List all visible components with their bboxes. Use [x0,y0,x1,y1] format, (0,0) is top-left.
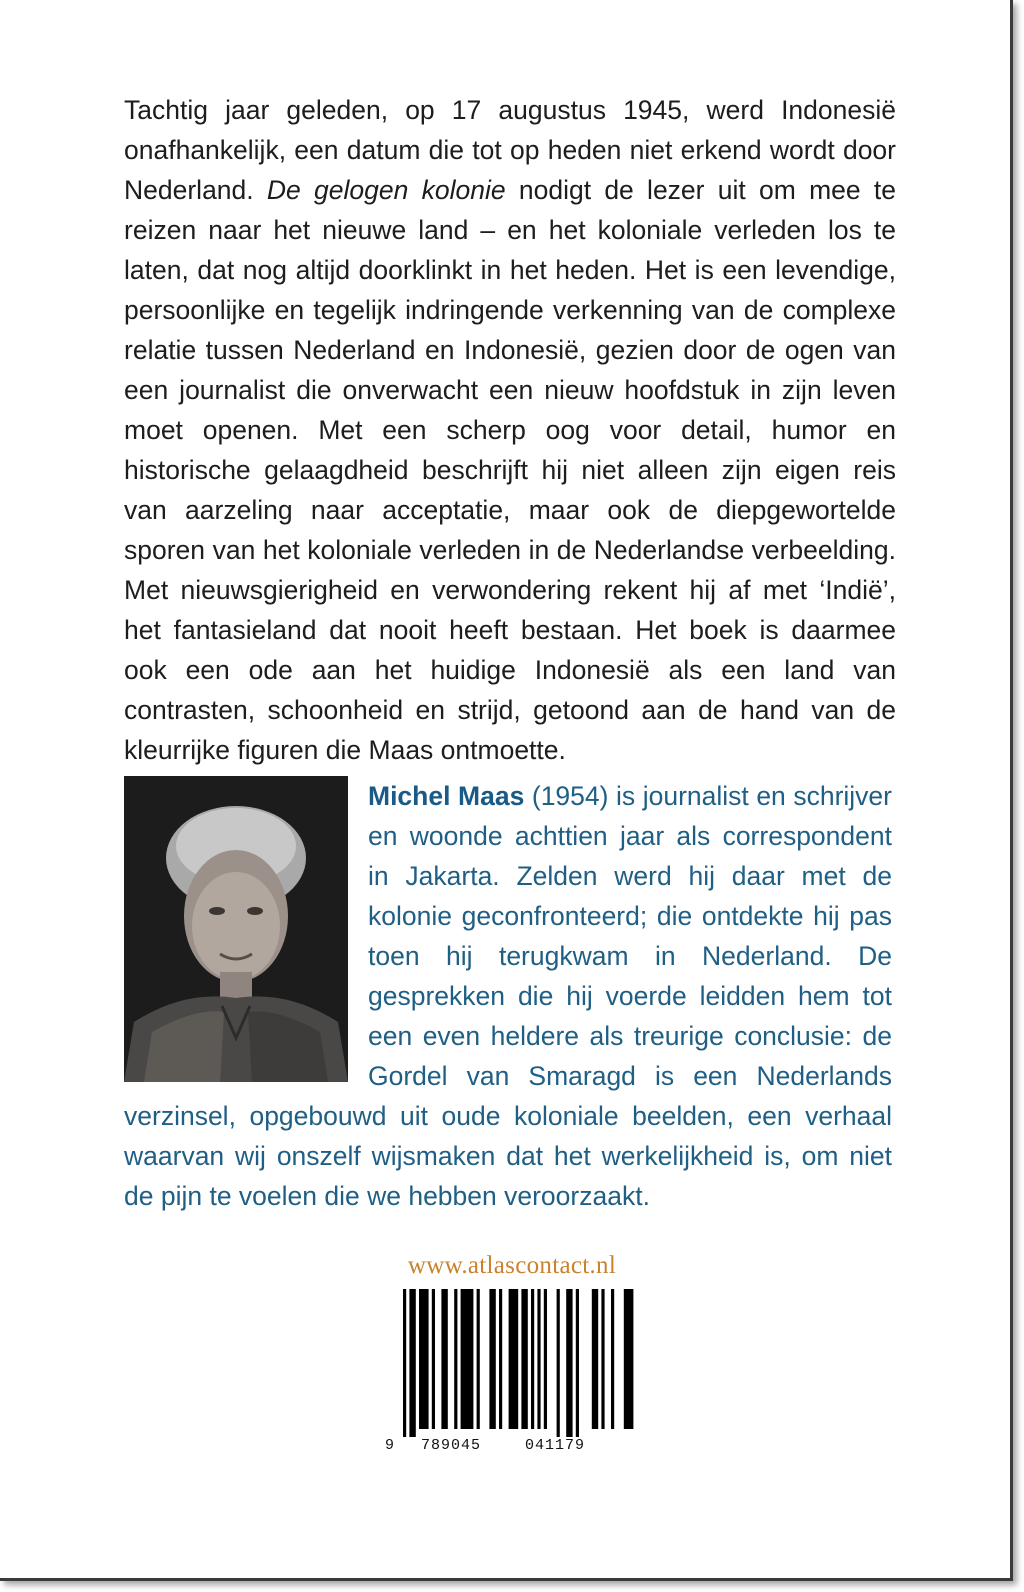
barcode-bar [454,1289,457,1429]
barcode-bar [592,1289,598,1429]
barcode-bar [499,1289,502,1429]
barcode-bar [477,1289,480,1429]
barcode-bar [576,1289,579,1437]
barcode-bar [403,1289,406,1437]
barcode-bar [521,1289,527,1429]
barcode-bar [461,1289,474,1429]
barcode-bar [601,1289,604,1429]
author-bio-text: (1954) is journalist en schrijver en woonde achttien jaar als correspondent in Jakarta. Zelden werd hij daar met de kolonie geconfronteerd; die ontdekte hij pas toen hij terugkwam in Nederland. De gesprekken die hij voerde leidden hem tot een even heldere als treurige conclusie: de Gordel van Smaragd is een Nederlands verzinsel, opgebouwd uit oude koloniale beelden, een verhaal waarvan wij onszelf wijsmaken dat het werkelijkheid is, om niet de pijn te voelen die we hebben veroorzaakt. [124,781,892,1211]
blurb-text-rest: nodigt de lezer uit om mee te reizen naar het nieuwe land – en het koloniale verleden los te laten, dat nog altijd doorklinkt in het heden. Het is een levendige, persoonlijke en tegelijk indringende verkenning van de complexe relatie tussen Nederland en Indonesië, gezien door de ogen van een journalist die onverwacht een nieuw hoofdstuk in zijn leven moet openen. Met een scherp oog voor detail, humor en historische gelaagdheid beschrijft hij niet alleen zijn eigen reis van aarzeling naar acceptatie, maar ook de diepgewortelde sporen van het koloniale verleden in de Nederlandse verbeelding. Met nieuwsgierigheid en verwondering rekent hij af met ‘Indië’, het fantasieland dat nooit heeft bestaan. Het boek is daarmee ook een ode aan het huidige Indonesië als een land van contrasten, schoonheid en strijd, getoond aan de hand van de kleurrijke figuren die Maas ontmoette. [124,175,896,765]
author-name: Michel Maas [368,781,525,811]
photo-spacer [124,776,368,1088]
barcode-bars [383,1289,641,1437]
barcode-bar [509,1289,519,1429]
author-bio [124,776,892,1216]
barcode-digits-left: 789045 [421,1437,482,1454]
barcode-bar [531,1289,534,1429]
barcode-bar [441,1289,447,1429]
barcode-bar [611,1289,614,1429]
book-blurb [124,90,896,770]
barcode-bar [544,1289,547,1429]
barcode-digits-right: 041179 [525,1437,586,1454]
barcode-bar [566,1289,572,1437]
barcode-bar [489,1289,495,1429]
isbn-barcode [383,1289,641,1461]
barcode-bar [432,1289,435,1429]
blurb-text-start: Tachtig jaar geleden, op 17 augustus 1945, werd Indonesië onafhankelijk, een datum die tot op heden niet erkend wordt door Nederland. [124,95,896,205]
book-title: De gelogen kolonie [266,175,506,205]
publisher-url[interactable]: www.atlascontact.nl [407,1252,617,1279]
blurb-paragraph [124,90,896,770]
barcode-bar [557,1289,560,1437]
barcode-bar [409,1289,415,1437]
barcode-bar [419,1289,429,1429]
barcode-bar [537,1289,540,1429]
barcode-digit-lead: 9 [385,1437,396,1454]
barcode-bar [624,1289,634,1429]
